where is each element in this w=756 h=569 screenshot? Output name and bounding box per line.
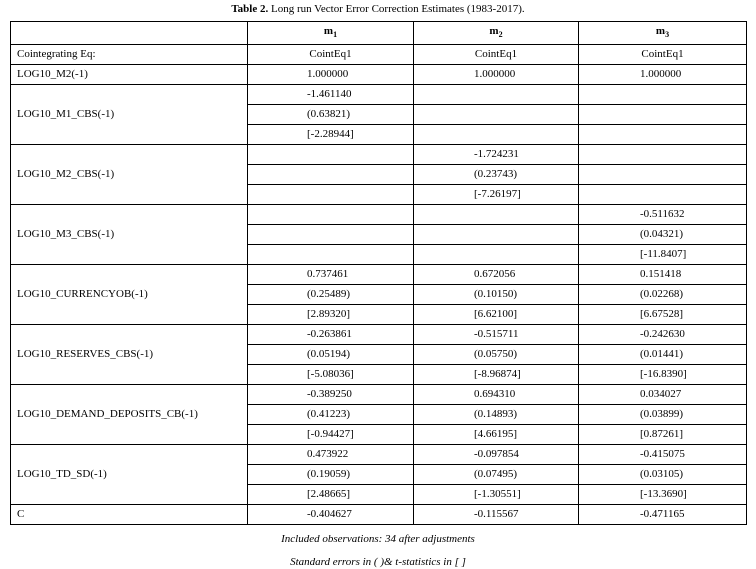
variable-row [11,445,747,465]
estimate-cell [248,225,414,245]
cointegrating-eq-row [11,45,747,65]
estimate-cell: [-1.30551] [414,485,579,505]
variable-name: LOG10_M3_CBS(-1) [11,205,248,265]
estimate-cell [414,105,579,125]
estimate-cell: [-16.8390] [579,365,747,385]
estimate-cell: [2.89320] [248,305,414,325]
estimate-cell: 0.694310 [414,385,579,405]
estimate-cell: (0.01441) [579,345,747,365]
estimate-cell [248,205,414,225]
cointeq-cell: CointEq1 [414,45,579,65]
estimate-cell: -1.724231 [414,145,579,165]
estimate-cell: (0.41223) [248,405,414,425]
estimate-cell: (0.04321) [579,225,747,245]
estimate-cell [248,145,414,165]
variable-row [11,505,747,525]
estimate-cell: [-8.96874] [414,365,579,385]
estimate-cell: (0.14893) [414,405,579,425]
variable-row [11,265,747,285]
variable-name: LOG10_M2(-1) [11,65,248,85]
estimate-cell [248,245,414,265]
variable-row [11,325,747,345]
estimate-cell [579,185,747,205]
estimate-cell: [6.67528] [579,305,747,325]
estimate-cell: [-13.3690] [579,485,747,505]
header-m1: $m_1$ [248,22,414,45]
standard-errors-note: Standard errors in ( )& t-statistics in [ ] [290,556,466,568]
estimate-cell: (0.23743) [414,165,579,185]
estimate-cell [414,245,579,265]
estimate-cell: [-7.26197] [414,185,579,205]
estimate-cell: (0.03899) [579,405,747,425]
variable-row [11,85,747,105]
estimate-cell: 1.000000 [248,65,414,85]
estimate-cell [414,205,579,225]
estimate-cell: 1.000000 [579,65,747,85]
estimate-cell [579,145,747,165]
estimate-cell [248,185,414,205]
estimate-cell: -0.511632 [579,205,747,225]
estimate-cell: -0.389250 [248,385,414,405]
variable-name: LOG10_M2_CBS(-1) [11,145,248,205]
estimate-cell: -0.097854 [414,445,579,465]
estimate-cell: [-0.94427] [248,425,414,445]
estimate-cell [414,85,579,105]
estimate-cell: 1.000000 [414,65,579,85]
estimate-cell: (0.25489) [248,285,414,305]
table-caption: Long run Vector Error Correction Estimates (1983-2017). [268,3,525,15]
table-number: Table 2. [231,3,269,15]
cointeq-cell: CointEq1 [248,45,414,65]
estimate-cell: (0.05194) [248,345,414,365]
estimate-cell [579,105,747,125]
estimates-table-body [11,22,747,525]
estimate-cell: [-2.28944] [248,125,414,145]
variable-row [11,385,747,405]
estimates-table [10,21,747,525]
estimate-cell: [6.62100] [414,305,579,325]
estimate-cell: -0.404627 [248,505,414,525]
variable-name: LOG10_RESERVES_CBS(-1) [11,325,248,385]
estimate-cell [579,125,747,145]
table-title [0,0,756,19]
estimate-cell: -1.461140 [248,85,414,105]
estimate-cell: -0.471165 [579,505,747,525]
cointegrating-eq-label: Cointegrating Eq: [11,45,248,65]
estimate-cell: (0.05750) [414,345,579,365]
cointeq-cell: CointEq1 [579,45,747,65]
header-row [11,22,747,45]
estimate-cell: 0.034027 [579,385,747,405]
estimate-cell: 0.737461 [248,265,414,285]
estimate-cell [414,225,579,245]
estimate-cell: -0.515711 [414,325,579,345]
header-m2: $m_2$ [414,22,579,45]
estimate-cell: (0.19059) [248,465,414,485]
estimate-cell: 0.151418 [579,265,747,285]
estimate-cell: -0.242630 [579,325,747,345]
estimate-cell: [4.66195] [414,425,579,445]
estimate-cell [579,85,747,105]
estimate-cell: (0.02268) [579,285,747,305]
observations-note: Included observations: 34 after adjustments [281,533,475,545]
estimate-cell: (0.10150) [414,285,579,305]
variable-name: LOG10_CURRENCYOB(-1) [11,265,248,325]
variable-row [11,65,747,85]
header-m3: $m_3$ [579,22,747,45]
estimate-cell: [-5.08036] [248,365,414,385]
variable-row [11,205,747,225]
estimate-cell: [0.87261] [579,425,747,445]
estimate-cell: -0.115567 [414,505,579,525]
estimate-cell: (0.63821) [248,105,414,125]
estimate-cell: [2.48665] [248,485,414,505]
estimate-cell [248,165,414,185]
header-blank-cell [11,22,248,45]
estimate-cell: 0.672056 [414,265,579,285]
variable-name: LOG10_TD_SD(-1) [11,445,248,505]
estimate-cell: 0.473922 [248,445,414,465]
estimate-cell: (0.03105) [579,465,747,485]
estimate-cell [414,125,579,145]
variable-name: C [11,505,248,525]
estimate-cell: (0.07495) [414,465,579,485]
estimate-cell [579,165,747,185]
variable-name: LOG10_M1_CBS(-1) [11,85,248,145]
variable-name: LOG10_DEMAND_DEPOSITS_CB(-1) [11,385,248,445]
estimate-cell: -0.263861 [248,325,414,345]
estimate-cell: -0.415075 [579,445,747,465]
variable-row [11,145,747,165]
estimate-cell: [-11.8407] [579,245,747,265]
